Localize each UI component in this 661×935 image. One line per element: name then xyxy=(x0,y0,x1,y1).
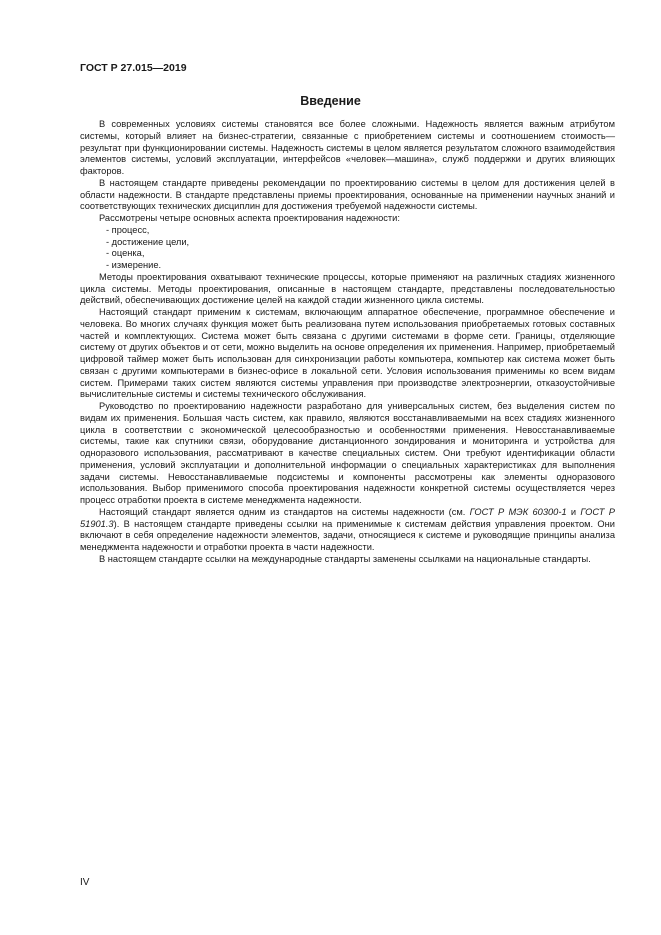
paragraph-4: Методы проектирования охватывают технические процессы, которые применяют на различных стадиях жизненного цикла системы. Методы проектирования, описанные в настоящем стандарте, представлены последовательностью действий, обеспечивающих достижение целей на каждой стадии жизненного цикла системы. xyxy=(80,271,615,306)
paragraph-1: В современных условиях системы становятся все более сложными. Надежность является важным атрибутом системы, который влияет на бизнес-стратегии, связанные с приобретением системы и соотношением стоимость—результат при функционировании системы. Надежность системы в целом является результатом сложного взаимодействия элементов системы, условий эксплуатации, интерфейсов «человек—машина», служб поддержки и других влияющих факторов. xyxy=(80,119,615,176)
paragraph-7-text: ). В настоящем стандарте приведены ссылки на применимые к системам действия управления проектом. Они включают в себя определение надежности элементов, задачи, относящиеся к системе и руководящие принципы анализа менеджмента надежности и отработки проекта в части надежности. xyxy=(80,518,615,552)
list-item: - оценка, xyxy=(106,248,145,259)
standard-reference: ГОСТ Р МЭК 60300-1 xyxy=(469,506,567,517)
standard-reference: ГОСТ Р 51901.3 xyxy=(80,506,615,529)
list-item: - процесс, xyxy=(106,224,150,235)
paragraph-5: Настоящий стандарт применим к системам, включающим аппаратное обеспечение, программное обеспечение и человека. Во многих случаях функция может быть реализована путем использования приобретаемых готовых составных частей и комплектующих. Система может быть связана с другими системами в форме сети. Границы, отделяющие систему от других объектов и от сети, можно выделить на основе определения их применения. Например, приобретаемый цифровой таймер может быть использован для синхронизации работы компьютера, компьютер как система может быть связан с другими компьютерами в бизнес-офисе в локальной сети. Условия использования применимы ко всем видам систем. Примерами таких систем являются системы управления при производстве электроэнергии, отказоустойчивые вычислительные системы и системы технического обслуживания. xyxy=(80,307,615,400)
document-body xyxy=(80,119,615,566)
paragraph-7-text: Настоящий стандарт является одним из стандартов на системы надежности (см. xyxy=(99,506,470,517)
page-number: IV xyxy=(80,877,90,888)
list-item: - достижение цели, xyxy=(106,236,190,247)
paragraph-3: Рассмотрены четыре основных аспекта проектирования надежности: xyxy=(99,213,400,223)
paragraph-7-text: и xyxy=(566,506,581,517)
section-title: Введение xyxy=(300,94,361,108)
paragraph-2: В настоящем стандарте приведены рекомендации по проектированию системы в целом для достижения целей в области надежности. В стандарте представлены приемы проектирования, основанные на применении научных знаний и соответствующих технических дисциплин для достижения требуемой надежности системы. xyxy=(80,177,615,212)
paragraph-6: Руководство по проектированию надежности разработано для универсальных систем, без выделения систем по видам их применения. Большая часть систем, как правило, являются восстанавливаемыми на всех стадиях жизненного цикла в соответствии с экономической целесообразностью и особенностями применения. Невосстанавливаемые системы, такие как спутники связи, оборудование дистанционного зондирования и мониторинга и устройства для одноразового использования, рассматривают в качестве специальных систем. Они требуют идентификации области применения, условий эксплуатации и дополнительной информации о специальных характеристиках для выполнения задачи системы. Невосстанавливаемые подсистемы и компоненты рассмотрены как элементы одноразового использования. Выбор применимого способа проектирования надежности конкретной системы осуществляется через процесс отработки проекта в системе менеджмента надежности. xyxy=(80,401,615,505)
document-header: ГОСТ Р 27.015—2019 xyxy=(80,62,187,74)
paragraph-8: В настоящем стандарте ссылки на международные стандарты заменены ссылками на национальные стандарты. xyxy=(99,553,591,564)
list-item: - измерение. xyxy=(106,260,162,270)
aspects-list xyxy=(80,225,615,272)
paragraph-7 xyxy=(80,507,615,554)
